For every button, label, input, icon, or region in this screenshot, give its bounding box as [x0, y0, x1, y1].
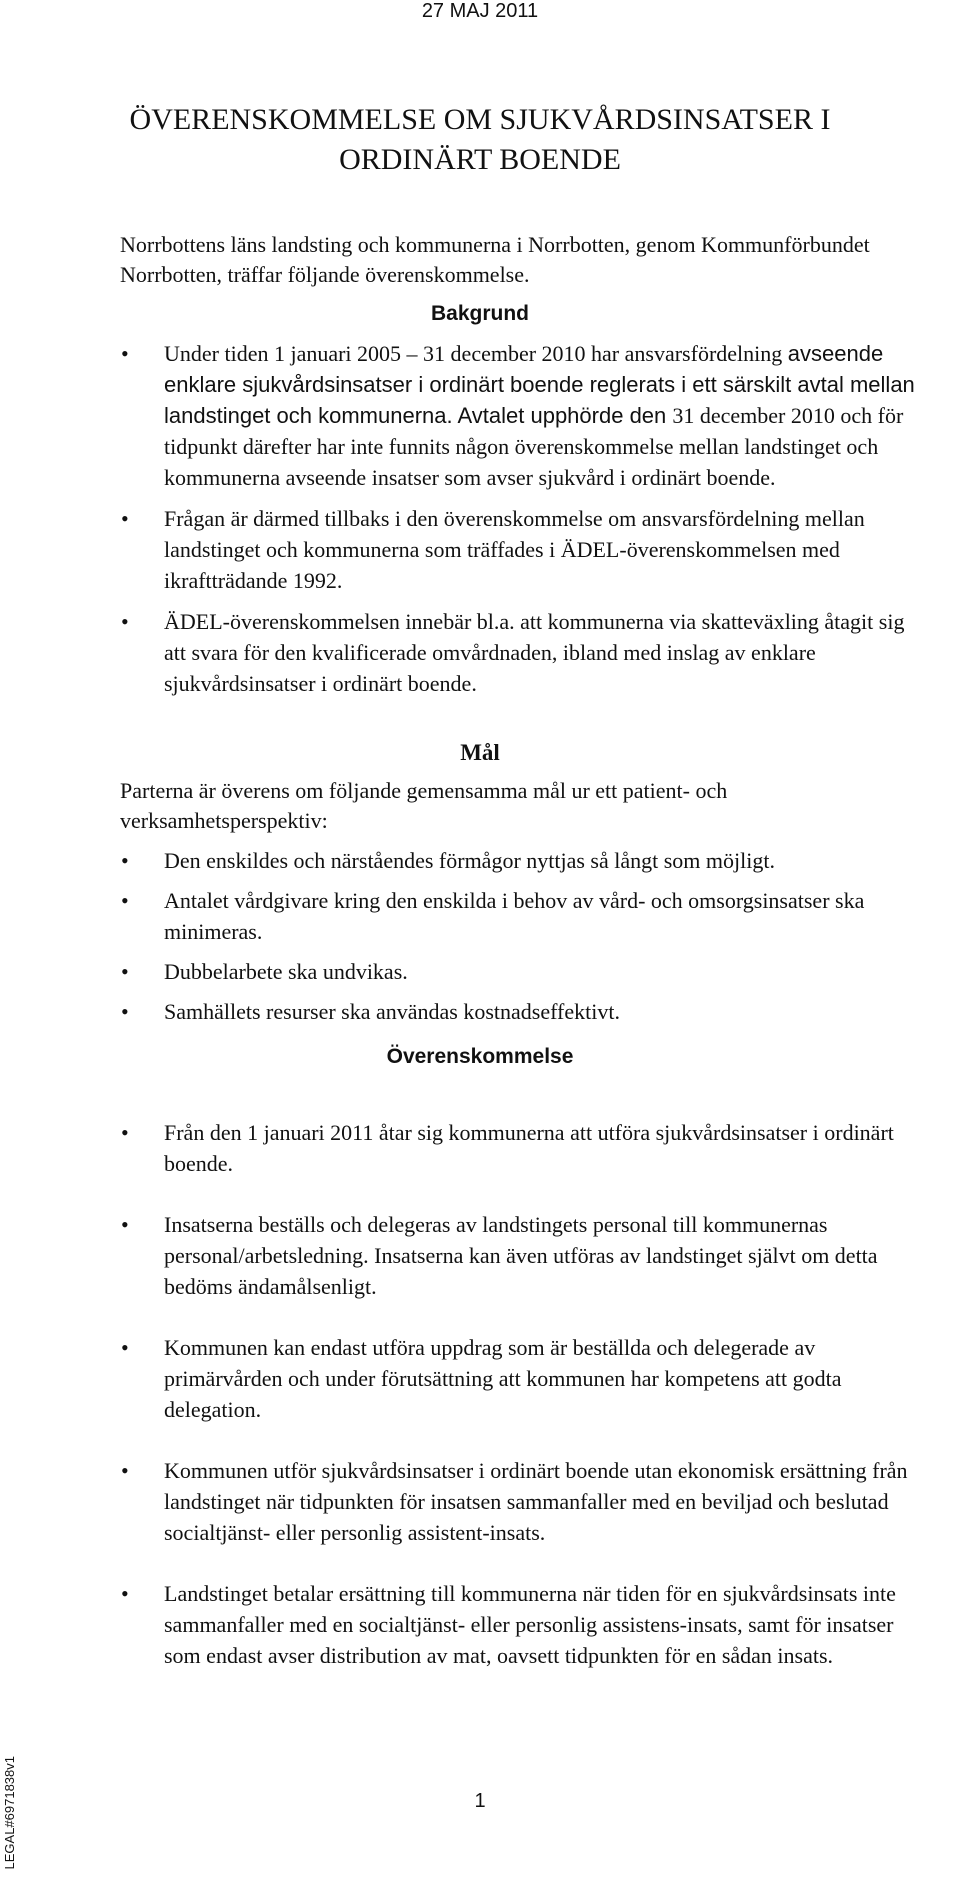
heading-bakgrund: Bakgrund	[430, 302, 529, 325]
title-line-1: ÖVERENSKOMMELSE OM SJUKVÅRDSINSATSER I	[129, 103, 831, 136]
title-line-2: ORDINÄRT BOENDE	[339, 143, 621, 176]
bakgrund-item-1-part-1: Under tiden 1 januari 2005 – 31 december 2010 har ansvarsfördelning	[164, 341, 788, 366]
bakgrund-list	[0, 338, 960, 699]
intro-paragraph: Norrbottens läns landsting och kommunerna i Norrbotten, genom Kommunförbundet Norrbotten, träffar följande överenskommelse.	[120, 232, 870, 287]
heading-mal: Mål	[460, 740, 500, 765]
overenskommelse-item-4: • Kommunen utför sjukvårdsinsatser i ordinärt boende utan ekonomisk ersättning från landstinget när tidpunkten för insatsen sammanfaller med en beviljad och beslutad socialtjänst- eller personlig assistent-insats.	[0, 1455, 924, 1548]
page-number: 1	[474, 1790, 486, 1812]
overenskommelse-item-5: • Landstinget betalar ersättning till kommunerna när tiden för en sjukvårdsinsats inte sammanfaller med en socialtjänst- eller personlig assistens-insats, samt för insatser som endast avser distribution av mat, oavsett tidpunkten för en sådan insats.	[0, 1578, 924, 1671]
overenskommelse-item-3: • Kommunen kan endast utföra uppdrag som är beställda och delegerade av primärvården och under förutsättning att kommunen har kompetens att godta delegation.	[0, 1332, 924, 1425]
overenskommelse-item-1: • Från den 1 januari 2011 åtar sig kommunerna att utföra sjukvårdsinsatser i ordinärt boende.	[0, 1117, 924, 1179]
document-title	[0, 100, 960, 180]
mal-item-1: • Den enskildes och närståendes förmågor nyttjas så långt som möjligt.	[0, 845, 924, 876]
document-reference-code: LEGAL#6971838v1	[2, 1755, 17, 1869]
bakgrund-item-3: • ÄDEL-överenskommelsen innebär bl.a. att kommunerna via skatteväxling åtagit sig att svara för den kvalificerade omvårdnaden, ibland med inslag av enklare sjukvårdsinsatser i ordinärt boende.	[0, 606, 924, 699]
mal-intro: Parterna är överens om följande gemensamma mål ur ett patient- och verksamhetsperspektiv:	[120, 778, 728, 833]
overenskommelse-item-2: • Insatserna beställs och delegeras av landstingets personal till kommunernas personal/arbetsledning. Insatserna kan även utföras av landstinget självt om detta bedöms ändamålsenligt.	[0, 1209, 924, 1302]
bakgrund-item-1-part-3: 31 december 2010 och för tidpunkt därefter har inte funnits någon överenskommelse mellan landstinget och kommunerna avseende insatser som avser sjukvård i ordinärt boende.	[164, 403, 904, 490]
bakgrund-item-2: • Frågan är därmed tillbaks i den överenskommelse om ansvarsfördelning mellan landstinget och kommunerna som träffades i ÄDEL-överenskommelsen med ikraftträdande 1992.	[0, 503, 924, 596]
mal-item-4: • Samhällets resurser ska användas kostnadseffektivt.	[0, 996, 924, 1027]
bakgrund-item-1	[0, 338, 924, 493]
mal-item-2: • Antalet vårdgivare kring den enskilda i behov av vård- och omsorgsinsatser ska minimeras.	[0, 885, 924, 947]
overenskommelse-list	[0, 1117, 960, 1671]
bakgrund-item-1-part-2: avseende enklare sjukvårdsinsatser i ordinärt boende reglerats i ett särskilt avtal mellan landstinget och kommunerna. Avtalet upphörde den	[164, 341, 915, 428]
heading-overenskommelse: Överenskommelse	[386, 1045, 574, 1068]
document-date: 27 MAJ 2011	[421, 0, 539, 22]
mal-item-3: • Dubbelarbete ska undvikas.	[0, 956, 924, 987]
mal-list	[0, 845, 960, 1027]
